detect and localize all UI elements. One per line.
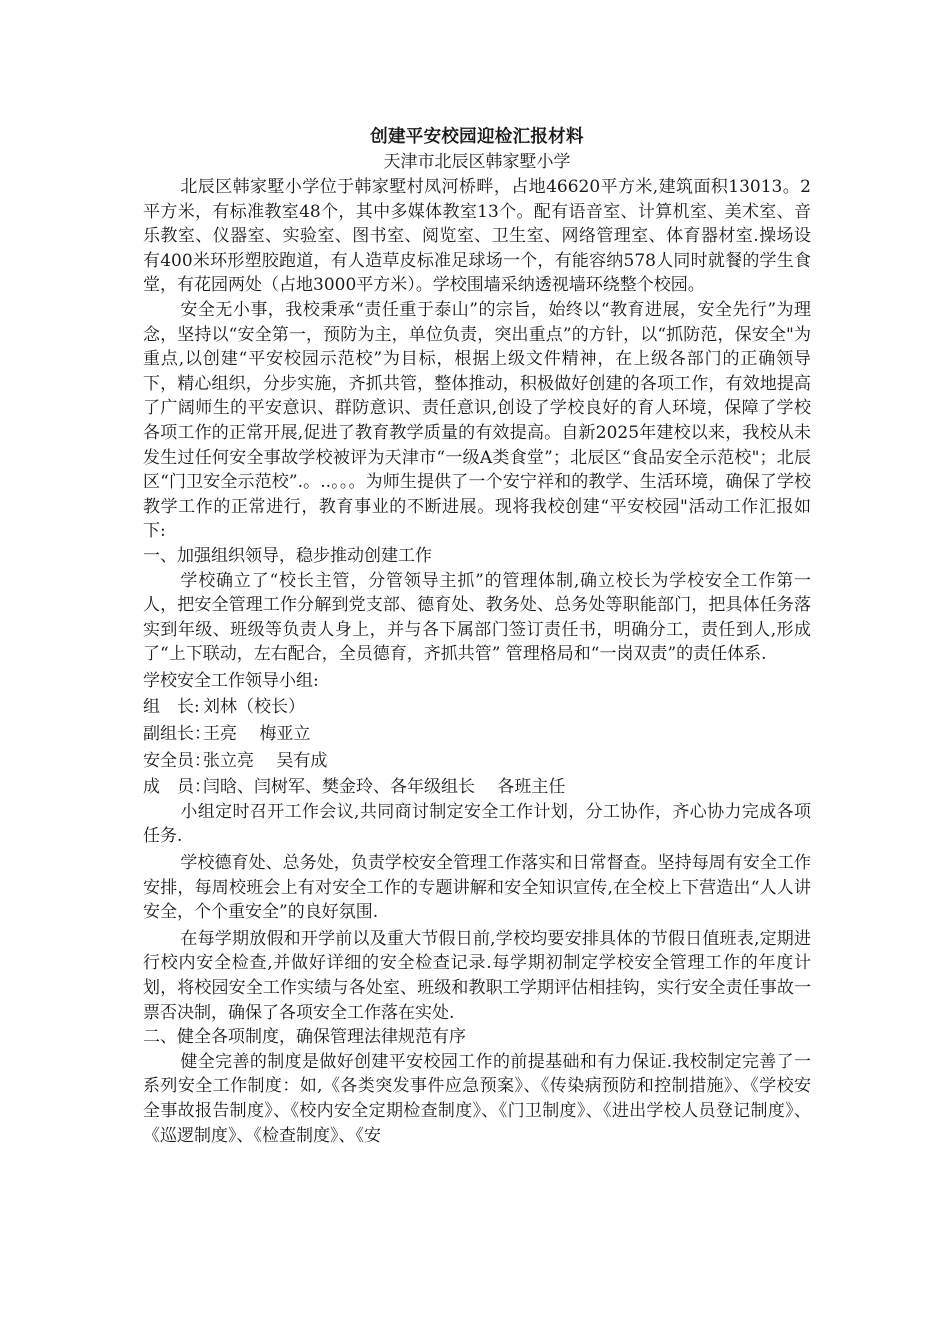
member-row — [143, 722, 811, 747]
paragraph-holiday-duty: 在每学期放假和开学前以及重大节假日前,学校均要安排具体的节假日值班表,定期进行校内安全检查,并做好详细的安全检查记录.每学期初制定学校安全管理工作的年度计划，将校园安全工作实绩与各处室、班级和教职工学期评估相挂钩，实行安全责任事故一票否决制，确保了各项安全工作落在实处. — [143, 928, 811, 1023]
paragraph-group-meetings: 小组定时召开工作会议,共同商讨制定安全工作计划，分工协作，齐心协力完成各项任务. — [143, 801, 811, 847]
document-subtitle: 天津市北辰区韩家墅小学 — [383, 152, 571, 172]
paragraph-school-overview: 北辰区韩家墅小学位于韩家墅村凤河桥畔，占地46620平方米,建筑面积13013。2平方米，有标准教室48个，其中多媒体教室13个。配有语音室、计算机室、美术室、音乐教室、仪器室、实验室、图书室、阅览室、卫生室、网络管理室、体育器材室.操场设有400米环形塑胶跑道，有人造草皮标准足球场一个，有能容纳578人同时就餐的学生食堂，有花园两处（占地3000平方米）。学校围墙采纳透视墙环绕整个校园。 — [143, 177, 811, 296]
document-title: 创建平安校园迎检汇报材料 — [370, 127, 584, 147]
paragraph-management-system: 学校确立了“校长主管，分管领导主抓”的管理体制,确立校长为学校安全工作第一人，把安全管理工作分解到党支部、德育处、教务处、总务处等职能部门，把具体任务落实到年级、班级等负责人身上，并与各下属部门签订责任书，明确分工，责任到人,形成了“上下联动，左右配合，全员德育，齐抓共管” 管理格局和“一岗双责”的责任体系. — [143, 570, 811, 665]
paragraph-safety-regulations: 健全完善的制度是做好创建平安校园工作的前提基础和有力保证.我校制定完善了一系列安全工作制度：如,《各类突发事件应急预案》、《传染病预防和控制措施》、《学校安全事故报告制度》、《校内安全定期检查制度》、《门卫制度》、《进出学校人员登记制度》、《巡逻制度》、《检查制度》、《安 — [143, 1051, 811, 1146]
member-role: 成 员： — [143, 777, 211, 798]
member-role: 组 长: — [143, 697, 200, 718]
member-names: 闫晗、闫树军、樊金玲、各年级组长 各班主任 — [203, 777, 566, 798]
member-names: 王亮 梅亚立 — [203, 724, 311, 745]
paragraph-safety-philosophy: 安全无小事，我校秉承“责任重于泰山”的宗旨，始终以“教育进展，安全先行”为理念，坚持以“安全第一，预防为主，单位负责，突出重点”的方针，以“抓防范，保安全"为重点,以创建“平安校园示范校”为目标，根据上级文件精神，在上级各部门的正确领导下，精心组织，分步实施，齐抓共管，整体推动，积极做好创建的各项工作，有效地提高了广阔师生的平安意识、群防意识、责任意识,创设了学校良好的育人环境，保障了学校各项工作的正常开展,促进了教育教学质量的有效提高。自新2025年建校以来，我校从未发生过任何安全事故学校被评为天津市“一级A类食堂”；北辰区“食品安全示范校"；北辰区“门卫安全示范校”.。..。。。为师生提供了一个安宁祥和的教学、生活环境，确保了学校教学工作的正常进行，教育事业的不断进展。现将我校创建“平安校园"活动工作汇报如下: — [143, 299, 811, 542]
member-row — [143, 695, 811, 720]
member-role: 副组长： — [143, 724, 211, 745]
leadership-group-title: 学校安全工作领导小组: — [143, 670, 319, 691]
section-heading-2: 二、健全各项制度，确保管理法律规范有序 — [143, 1027, 466, 1048]
member-names: 张立亮 吴有成 — [203, 750, 328, 771]
member-role: 安全员： — [143, 750, 211, 771]
member-names: 刘林（校长） — [203, 697, 305, 718]
member-row — [143, 775, 811, 800]
section-heading-1: 一、加强组织领导，稳步推动创建工作 — [143, 545, 432, 566]
paragraph-daily-supervision: 学校德育处、总务处，负责学校安全管理工作落实和日常督查。坚持每周有安全工作安排，每周校班会上有对安全工作的专题讲解和安全知识宣传,在全校上下营造出“人人讲安全，个个重安全”的良好氛围. — [143, 853, 811, 923]
member-row — [143, 749, 811, 774]
document-body — [143, 124, 811, 1148]
